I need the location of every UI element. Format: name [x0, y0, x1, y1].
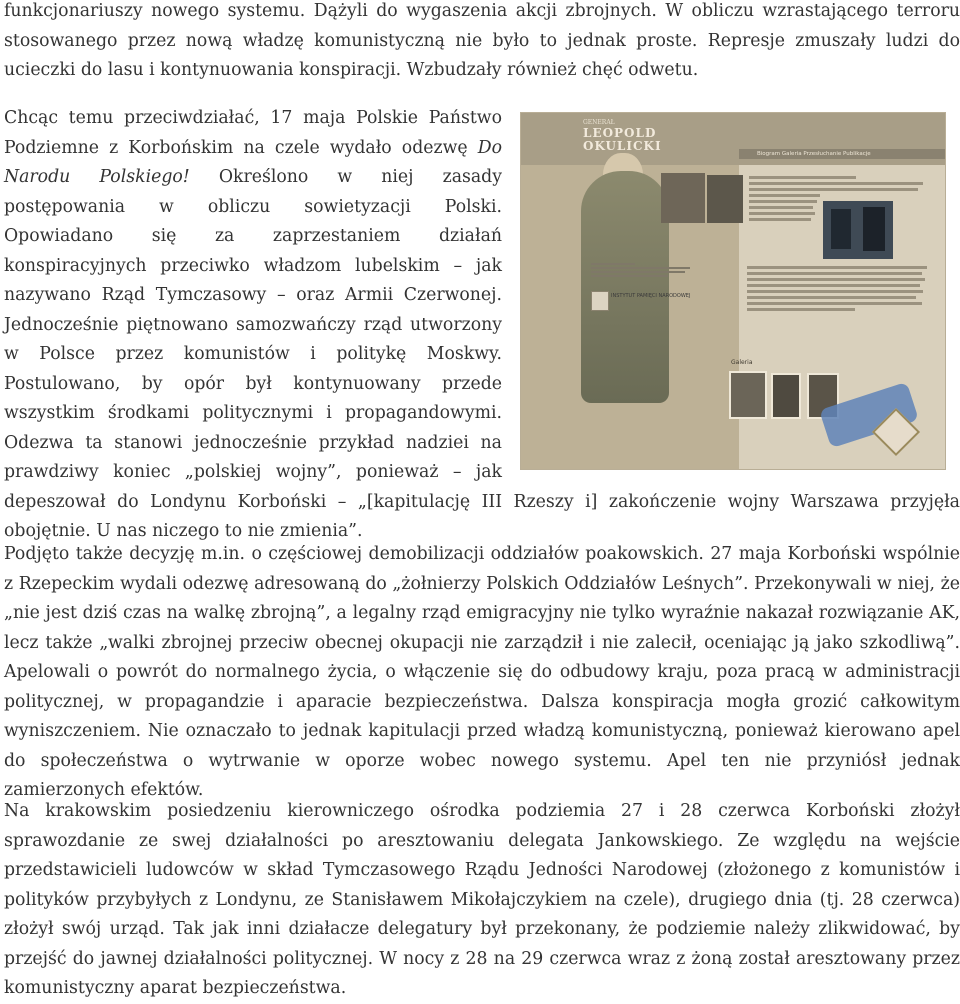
paragraph-second-rest: Określono w niej zasady postępowania w obliczu sowietyzacji Polski. Opowiadano się za zaprzestaniem działań konspiracyjnych przeciwko władzom lubelskim – jak nazywano Rząd Tymczasowy – oraz Armii Czerwonej. Jednocześnie piętnowano samozwańczy rząd utworzony w Polsce przez komunistów i politykę Moskwy. Postulowano, by opór był kontynuowany przede wszystkim środkami politycznymi i propagandowymi. Odezwa ta stanowi jednocześnie przykład nadziei na prawdziwy koniec „polskiej wojny”, ponieważ – jak depeszował do Londynu Korboński – „[kapitulację III Rzeszy i] zakończenie wojny Warszawa przyjęła obojętnie. U nas niczego to nie zmienia”. — [4, 167, 960, 541]
site-logo-line1: LEOPOLD — [583, 126, 657, 140]
website-screenshot-image — [520, 112, 946, 470]
paragraph-second-start: Chcąc temu przeciwdziałać, 17 maja Polskie Państwo Podziemne z Korbońskim na czele wydało odezwę — [4, 108, 502, 158]
paragraph-third: Podjęto także decyzję m.in. o częściowej demobilizacji oddziałów poakowskich. 27 maja Korboński wspólnie z Rzepeckim wydali odezwę adresowaną do „żołnierzy Polskich Oddziałów Leśnych”. Przekonywali w niej, że „nie jest dziś czas na walkę zbrojną”, a legalny rząd emigracyjny nie tylko wyraźnie nakazał rozwiązanie AK, lecz także „walki zbrojnej przeciw obecnej okupacji nie zarządził i nie zalecił, oceniając ją jako szkodliwą”. Apelowali o powrót do normalnego życia, o włączenie się do odbudowy kraju, poza pracą w administracji politycznej, w propagandzie i aparacie bezpieczeństwa. Dalsza konspiracja mogła grozić całkowitym wyniszczeniem. Nie oznaczało to jednak kapitulacji przed władzą komunistyczną, ponieważ kierowano apel do społeczeństwa o wytrwanie w oporze wobec nowego systemu. Apel ten nie przyniósł jednak zamierzonych efektów. — [4, 544, 960, 800]
site-logo-line2: OKULICKI — [583, 139, 662, 153]
photo-thumb-a — [661, 173, 705, 223]
ipn-eagle-icon — [591, 291, 609, 311]
site-text-column-2 — [747, 263, 927, 314]
site-logo — [583, 127, 662, 153]
gallery-label: Galeria — [731, 359, 753, 366]
gallery-photo-1 — [729, 371, 767, 419]
paragraph-top: funkcjonariuszy nowego systemu. Dążyli do wygaszenia akcji zbrojnych. W obliczu wzrastającego terroru stosowanego przez nową władzę komunistyczną nie było to jednak proste. Represje zmuszały ludzi do ucieczki do lasu i kontynuowania konspiracji. Wzbudzały również chęć odwetu. — [4, 1, 960, 80]
ipn-label: INSTYTUT PAMIĘCI NARODOWEJ — [611, 293, 691, 299]
site-nav-text: Biogram Galeria Przesłuchanie Publikacje — [757, 151, 871, 157]
gallery-photo-2 — [771, 373, 801, 419]
photo-thumb-b — [707, 175, 743, 223]
site-logo-small: GENERAŁ — [583, 119, 615, 126]
portrait-caption — [591, 261, 701, 279]
portrait-figure — [581, 171, 669, 403]
appeal-title: Do Narodu Polskiego! — [4, 137, 502, 187]
paragraph-fourth: Na krakowskim posiedzeniu kierowniczego ośrodka podziemia 27 i 28 czerwca Korboński złożył sprawozdanie ze swej działalności po aresztowaniu delegata Jankowskiego. Ze względu na wejście przedstawicieli ludowców w skład Tymczasowego Rządu Jedności Narodowej (złożonego z komunistów i polityków przybyłych z Londynu, ze Stanisławem Mikołajczykiem na czele), drugiego dnia (tj. 28 czerwca) złożył swój urząd. Tak jak inni działacze delegatury był przekonany, że podziemie należy zlikwidować, by przejść do jawnej działalności politycznej. W nocy z 28 na 29 czerwca wraz z żoną został aresztowany przez komunistyczny aparat bezpieczeństwa. — [4, 801, 960, 998]
site-text-column — [749, 173, 927, 224]
paragraph-second — [4, 104, 960, 547]
